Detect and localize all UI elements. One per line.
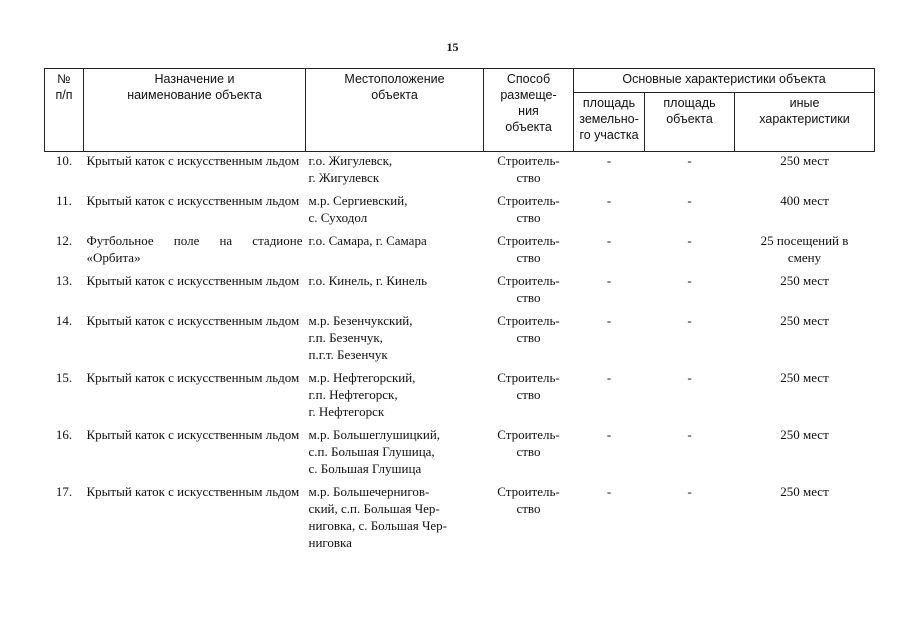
object-location: м.р. Большеглушицкий, с.п. Большая Глушица, с. Большая Глушица <box>308 427 441 476</box>
object-name: Крытый каток с искусственным льдом <box>86 153 300 168</box>
row-number: 14. <box>55 313 73 328</box>
placement-method: Строитель- ство <box>497 427 560 459</box>
object-area: - <box>687 193 692 208</box>
object-location: г.о. Жигулевск, г. Жигулевск <box>308 153 393 185</box>
header-main-characteristics: Основные характеристики объекта <box>574 69 875 93</box>
other-characteristics: 250 мест <box>780 427 829 442</box>
placement-method: Строитель- ство <box>497 273 560 305</box>
table-row <box>45 232 875 272</box>
land-area: - <box>606 273 612 288</box>
land-area: - <box>606 193 612 208</box>
table-row <box>45 152 875 193</box>
object-location: г.о. Самара, г. Самара <box>308 233 427 248</box>
object-area: - <box>687 153 692 168</box>
land-area: - <box>606 313 612 328</box>
object-name: Крытый каток с искусственным льдом <box>86 313 300 328</box>
header-other: иные характеристики <box>735 92 875 151</box>
header-land-area: площадь земельно- го участка <box>574 92 645 151</box>
other-characteristics: 250 мест <box>780 153 829 168</box>
object-name: Крытый каток с искусственным льдом <box>86 370 300 385</box>
other-characteristics: 400 мест <box>780 193 829 208</box>
table-row <box>45 369 875 426</box>
placement-method: Строитель- ство <box>497 233 560 265</box>
table-row <box>45 272 875 312</box>
object-location: м.р. Безенчукский, г.п. Безенчук, п.г.т. Безенчук <box>308 313 413 362</box>
object-location: г.о. Кинель, г. Кинель <box>308 273 428 288</box>
other-characteristics: 25 посещений в смену <box>760 233 849 265</box>
row-number: 11. <box>56 193 72 208</box>
object-name: Крытый каток с искусственным льдом <box>86 427 300 442</box>
land-area: - <box>606 233 612 248</box>
table-row <box>45 312 875 369</box>
header-method: Способ размеще- ния объекта <box>484 69 574 152</box>
row-number: 10. <box>55 153 73 168</box>
row-number: 16. <box>55 427 73 442</box>
page-number: 15 <box>446 40 459 54</box>
other-characteristics: 250 мест <box>780 273 829 288</box>
object-area: - <box>687 427 692 442</box>
header-name: Назначение и наименование объекта <box>84 69 306 152</box>
table-row <box>45 483 875 557</box>
land-area: - <box>606 484 612 499</box>
object-area: - <box>687 484 692 499</box>
land-area: - <box>606 370 612 385</box>
placement-method: Строитель- ство <box>497 193 560 225</box>
object-location: м.р. Нефтегорский, г.п. Нефтегорск, г. Нефтегорск <box>308 370 416 419</box>
object-name: Футбольное поле на стадионе «Орбита» <box>86 233 303 265</box>
object-area: - <box>687 313 692 328</box>
object-area: - <box>687 233 692 248</box>
placement-method: Строитель- ство <box>497 153 560 185</box>
table-row <box>45 192 875 232</box>
objects-table <box>44 68 875 557</box>
table-body <box>45 152 875 558</box>
land-area: - <box>606 153 612 168</box>
header-location: Местоположение объекта <box>306 69 484 152</box>
object-location: м.р. Большечернигов- ский, с.п. Большая Чер- ниговка, с. Большая Чер- ниговка <box>308 484 447 550</box>
object-location: м.р. Сергиевский, с. Суходол <box>308 193 408 225</box>
row-number: 12. <box>55 233 73 248</box>
object-name: Крытый каток с искусственным льдом <box>86 193 300 208</box>
header-num: № п/п <box>45 69 84 152</box>
land-area: - <box>606 427 612 442</box>
placement-method: Строитель- ство <box>497 484 560 516</box>
object-area: - <box>687 370 692 385</box>
row-number: 15. <box>55 370 73 385</box>
row-number: 13. <box>55 273 73 288</box>
row-number: 17. <box>55 484 73 499</box>
placement-method: Строитель- ство <box>497 370 560 402</box>
table-row <box>45 426 875 483</box>
other-characteristics: 250 мест <box>780 313 829 328</box>
other-characteristics: 250 мест <box>780 370 829 385</box>
other-characteristics: 250 мест <box>780 484 829 499</box>
placement-method: Строитель- ство <box>497 313 560 345</box>
object-name: Крытый каток с искусственным льдом <box>86 273 300 288</box>
object-area: - <box>687 273 692 288</box>
object-name: Крытый каток с искусственным льдом <box>86 484 300 499</box>
header-object-area: площадь объекта <box>645 92 735 151</box>
